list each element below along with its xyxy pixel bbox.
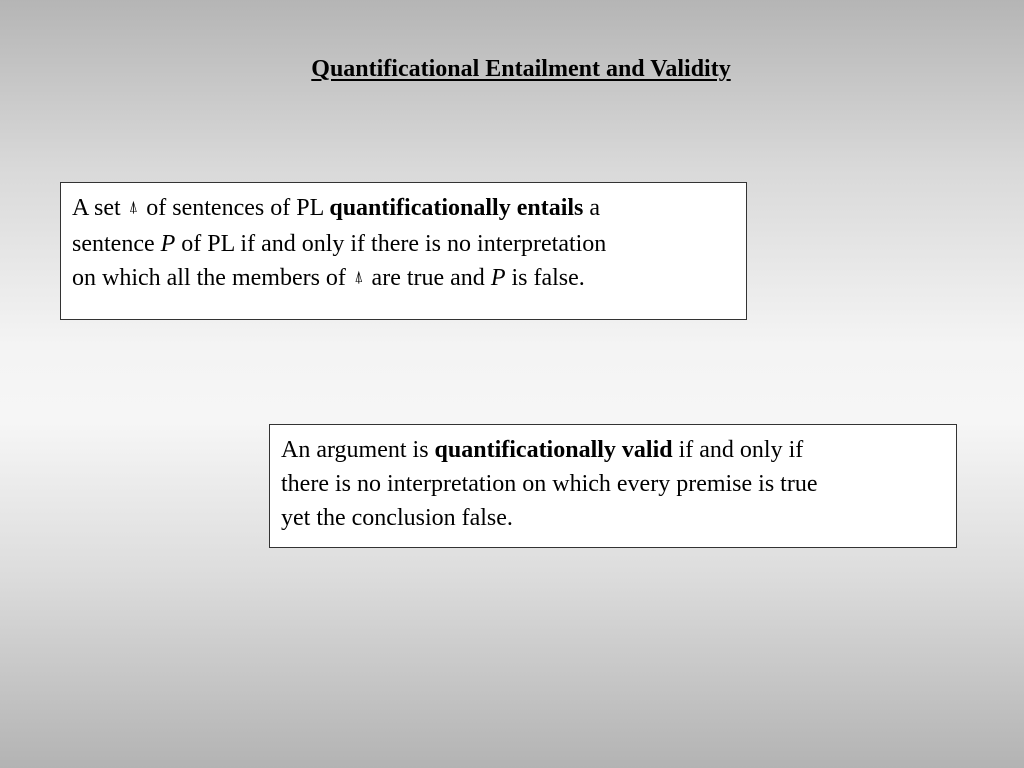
validity-line-2: there is no interpretation on which every premise is true — [281, 471, 818, 497]
validity-text: if and only if — [678, 437, 804, 463]
entailment-line-1 — [72, 191, 736, 227]
entailment-line-3 — [72, 261, 736, 297]
validity-text: An argument is — [281, 437, 429, 463]
gamma-symbol: ⍋ — [128, 197, 139, 216]
validity-term: quantificationally valid — [434, 437, 673, 463]
sentence-variable: P — [490, 265, 506, 291]
validity-line-3: yet the conclusion false. — [281, 505, 513, 531]
entailment-text: of PL if and only if there is no interpretation — [181, 231, 607, 257]
entailment-text: are true and — [371, 265, 485, 291]
entailment-line-2 — [72, 227, 736, 261]
entailment-text: a — [589, 195, 601, 221]
entailment-definition-box — [60, 182, 747, 320]
slide-title-text: Quantificational Entailment and Validity — [311, 56, 731, 82]
gamma-symbol: ⍋ — [353, 267, 364, 286]
entailment-text: A set — [72, 195, 121, 221]
entailment-text: on which all the members of — [72, 265, 346, 291]
entailment-text: sentence — [72, 231, 155, 257]
entailment-text: of sentences of PL — [146, 195, 324, 221]
sentence-variable: P — [160, 231, 176, 257]
slide-title — [0, 54, 1024, 84]
entailment-term: quantificationally entails — [329, 195, 584, 221]
validity-line-1 — [281, 433, 946, 467]
validity-definition-box — [269, 424, 957, 548]
entailment-text: is false. — [511, 265, 585, 291]
